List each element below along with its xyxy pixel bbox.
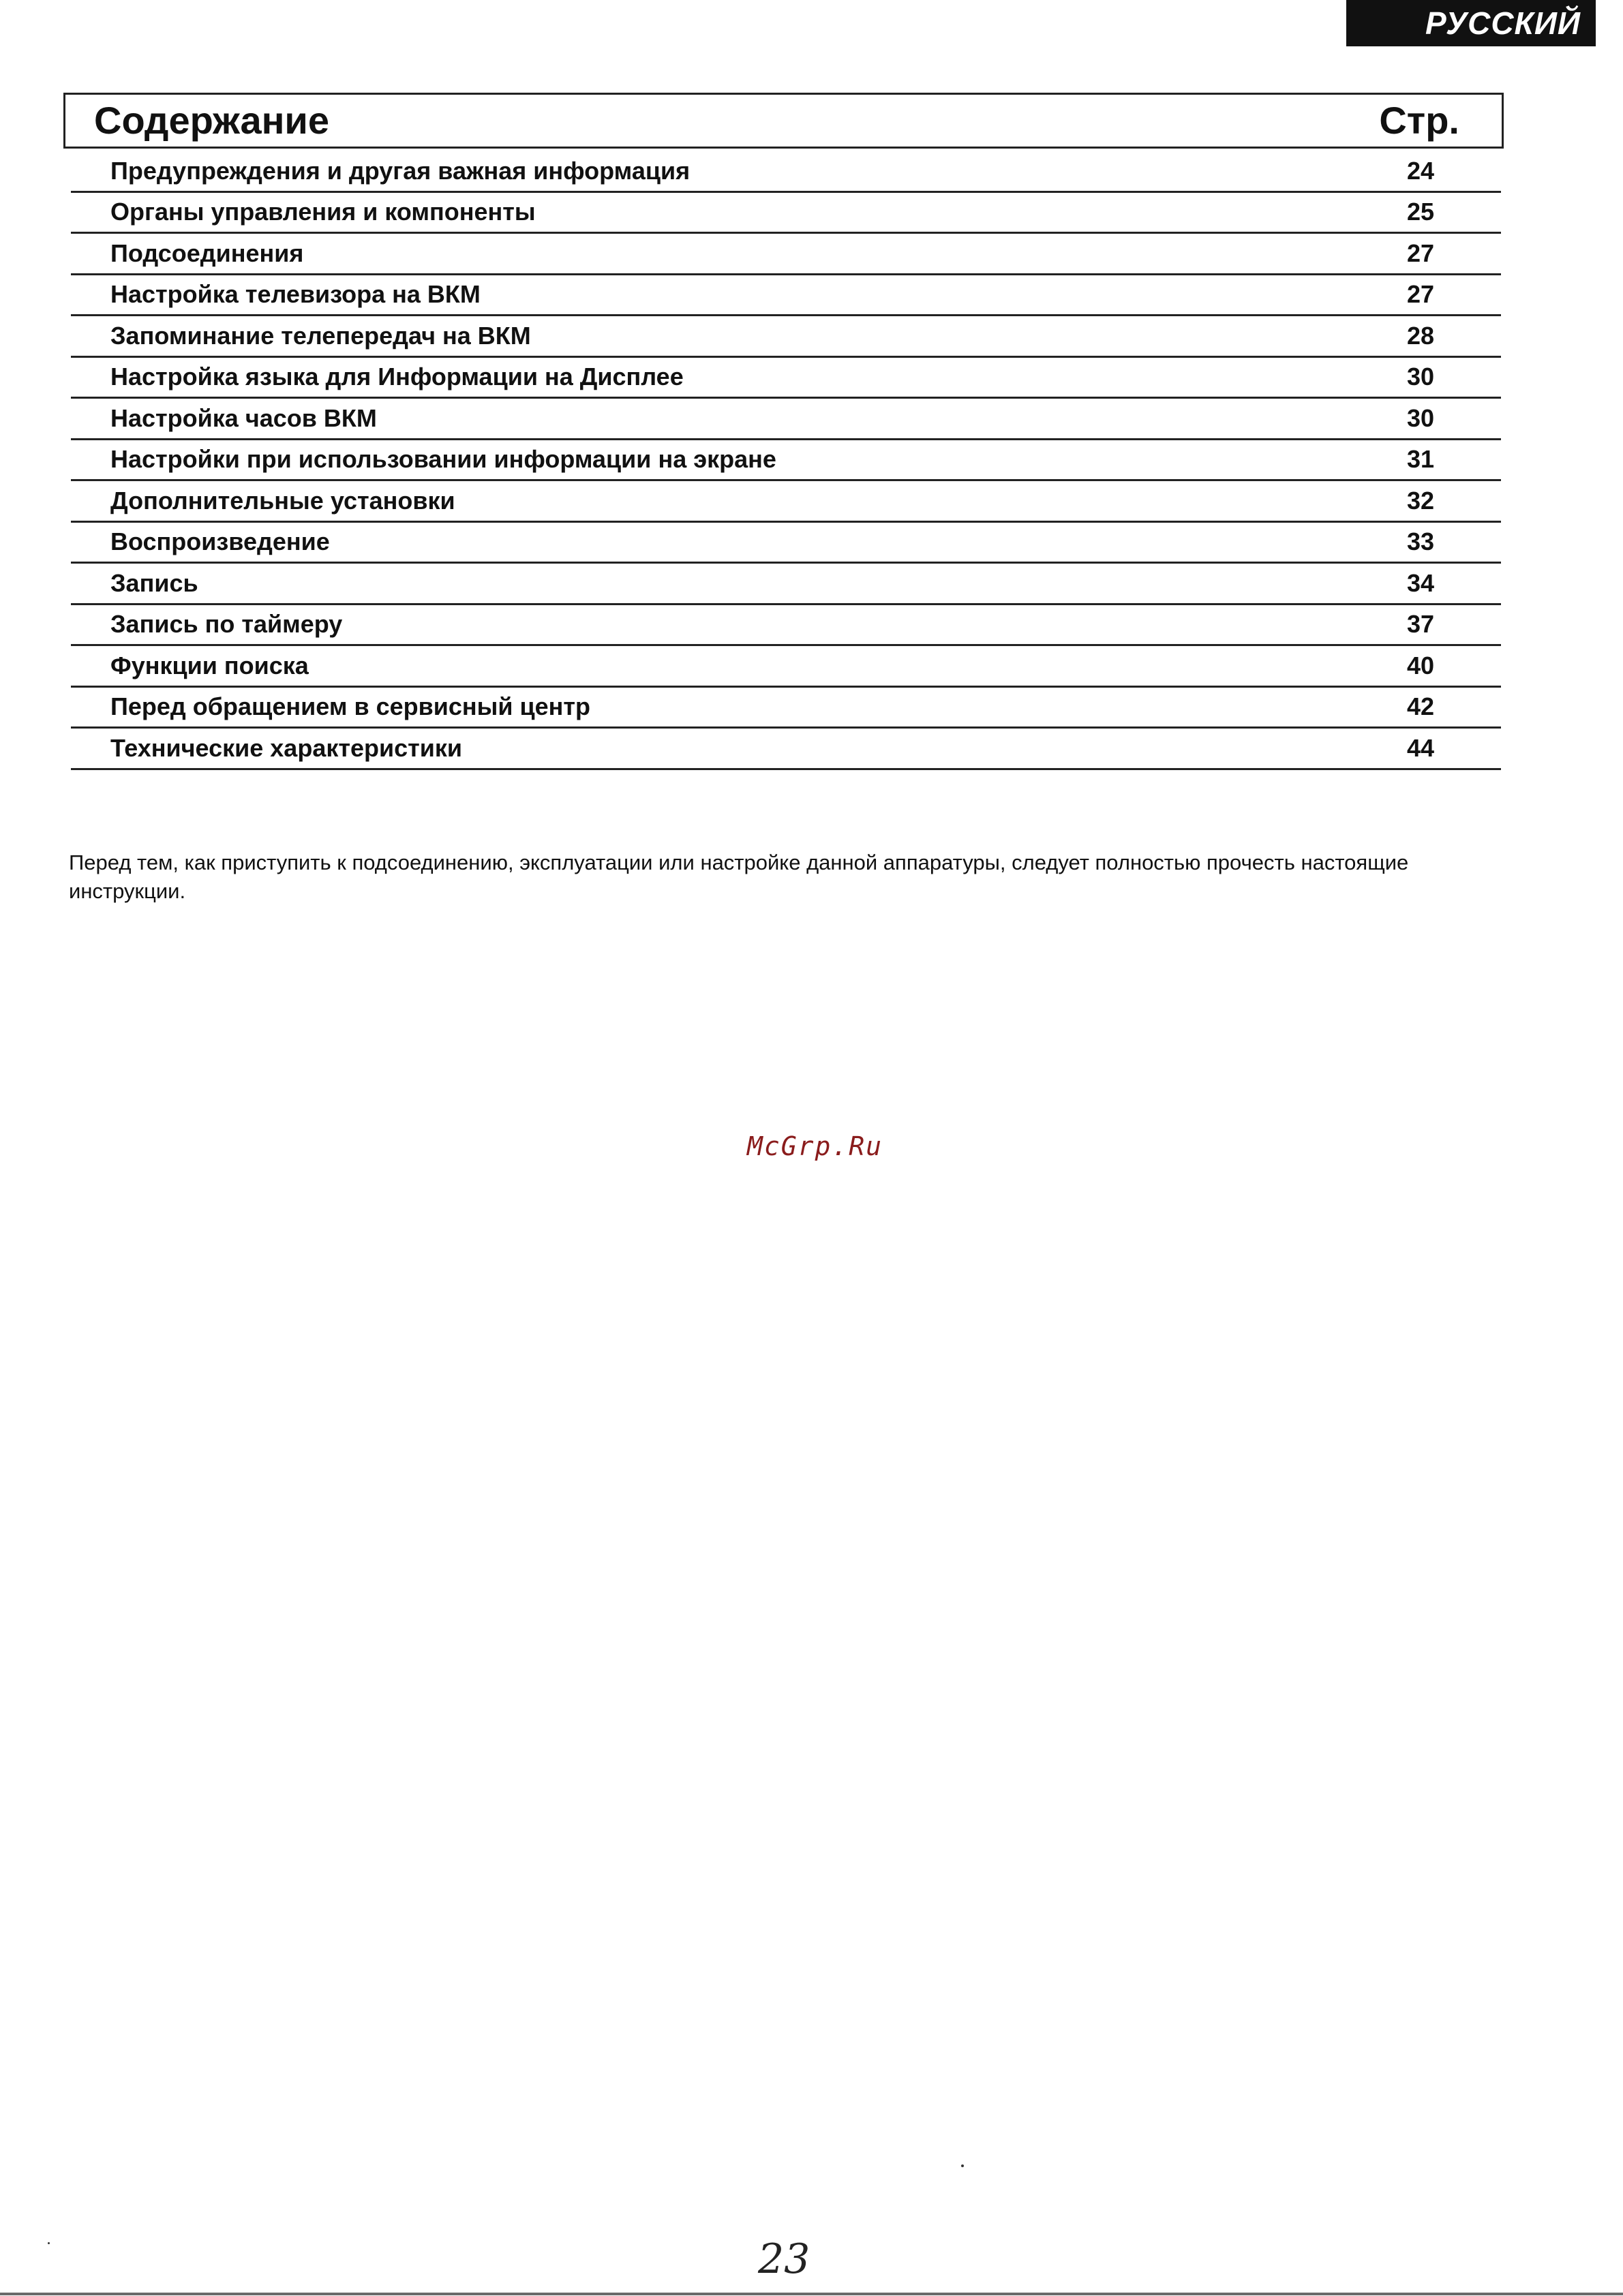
watermark-link[interactable]: McGrp.Ru [747,1131,883,1161]
toc-entry-title: Настройки при использовании информации на экране [110,445,776,474]
toc-entry-page: 28 [1406,321,1435,350]
scan-speck [48,2242,50,2244]
toc-entry-page: 32 [1406,486,1435,515]
toc-entry-page: 34 [1406,568,1435,597]
toc-entry[interactable] [71,605,1501,647]
toc-entry-title: Запись [110,568,198,597]
toc-entry[interactable] [71,151,1501,193]
toc-entry-title: Подсоединения [110,239,304,267]
toc-entry-page: 44 [1406,733,1435,762]
toc-entry-page: 27 [1406,280,1435,309]
toc-entry-page: 24 [1406,156,1435,185]
toc-entry-title: Предупреждения и другая важная информация [110,156,691,185]
toc-entry[interactable] [71,358,1501,399]
toc-entry-title: Запоминание телепередач на ВКМ [110,321,531,350]
toc-entry-page: 30 [1406,403,1435,432]
toc-entry-page: 33 [1406,527,1435,556]
toc-entry[interactable] [71,688,1501,729]
toc-entry-title: Функции поиска [110,651,309,679]
toc-entry-page: 42 [1406,692,1435,721]
toc-page-heading: Стр. [1379,99,1459,142]
toc-entry[interactable] [71,399,1501,440]
language-tab: РУССКИЙ [1346,0,1596,46]
toc-entry[interactable] [71,193,1501,234]
scan-edge-line [0,2293,1623,2295]
toc-list [71,151,1501,770]
scan-speck [961,2164,964,2167]
toc-entry-page: 31 [1406,445,1435,474]
toc-entry-page: 27 [1406,239,1435,267]
toc-entry-title: Органы управления и компоненты [110,198,536,226]
toc-entry[interactable] [71,564,1501,605]
intro-paragraph: Перед тем, как приступить к подсоединению, эксплуатации или настройке данной аппаратуры, следует полностью прочесть настоящие инструкции. [69,851,1409,903]
toc-entry[interactable] [71,481,1501,523]
toc-entry-title: Воспроизведение [110,527,330,556]
toc-entry-title: Настройка телевизора на ВКМ [110,280,481,309]
toc-entry-title: Настройка часов ВКМ [110,403,377,432]
toc-entry[interactable] [71,440,1501,482]
toc-entry-page: 25 [1406,198,1435,226]
toc-entry[interactable] [71,234,1501,275]
toc-entry-page: 40 [1406,651,1435,679]
toc-entry-page: 37 [1406,610,1435,639]
toc-header [63,93,1504,149]
toc-entry-title: Настройка языка для Информации на Дисплее [110,363,684,391]
toc-entry-page: 30 [1406,363,1435,391]
toc-entry[interactable] [71,729,1501,770]
toc-entry-title: Дополнительные установки [110,486,455,515]
toc-entry[interactable] [71,523,1501,564]
page-number: 23 [758,2235,810,2283]
toc-title: Содержание [94,99,329,142]
toc-entry[interactable] [71,646,1501,688]
toc-entry[interactable] [71,316,1501,358]
toc-entry-title: Перед обращением в сервисный центр [110,692,591,721]
toc-entry[interactable] [71,275,1501,317]
toc-entry-title: Технические характеристики [110,733,463,762]
toc-entry-title: Запись по таймеру [110,610,343,639]
